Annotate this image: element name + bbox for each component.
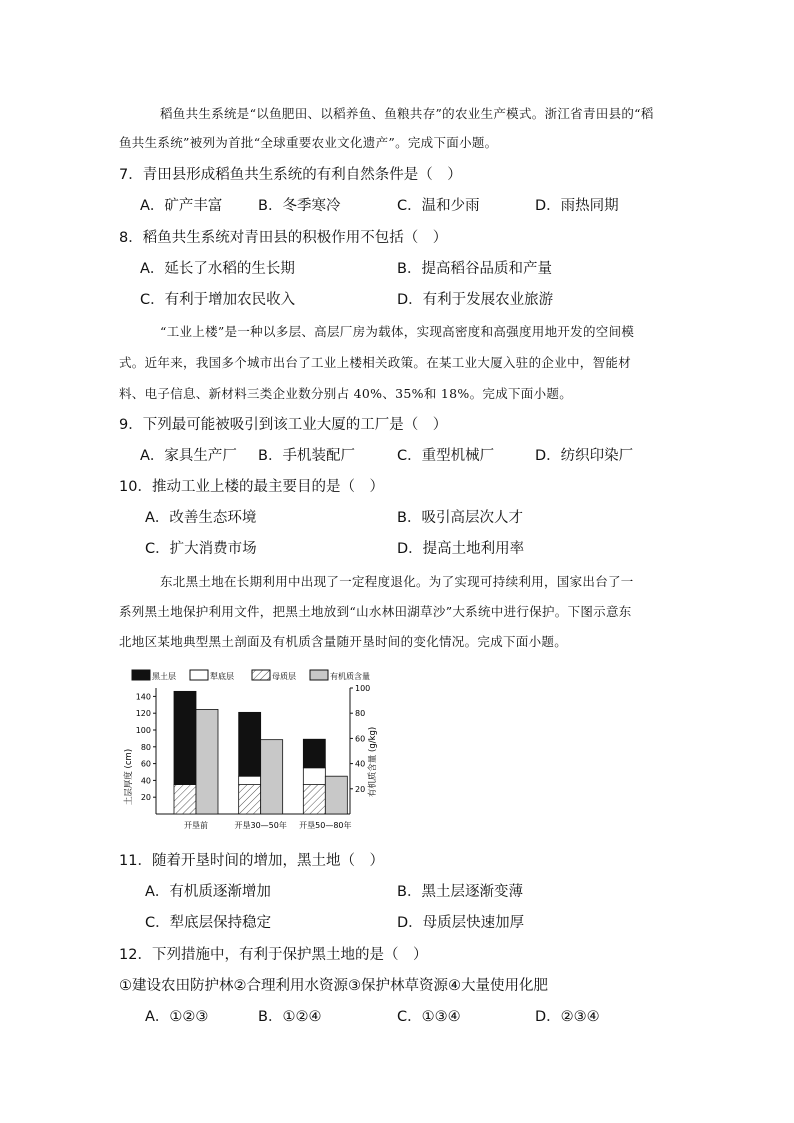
q9-option-c[interactable]: C．重型机械厂 <box>397 448 495 464</box>
x-category-label: 开垦前 <box>184 821 208 830</box>
q7-option-d[interactable]: D．雨热同期 <box>535 198 619 214</box>
legend-label-organic-matter: 有机质含量 <box>330 672 370 681</box>
y-right-tick-label: 80 <box>355 709 366 719</box>
q7-option-c[interactable]: C．温和少雨 <box>397 198 480 214</box>
q11-option-c[interactable]: C．犁底层保持稳定 <box>145 915 272 931</box>
y-right-tick-label: 20 <box>355 784 366 794</box>
bar-parent-layer <box>174 785 196 814</box>
question-12-stem: 12．下列措施中，有利于保护黑土地的是（ ） <box>119 947 428 963</box>
bar-black-layer <box>303 739 325 768</box>
y-left-tick-label: 120 <box>135 709 151 719</box>
bar-black-layer <box>174 691 196 784</box>
q8-option-b[interactable]: B．提高稻谷品质和产量 <box>397 261 552 277</box>
bar-organic-matter <box>325 776 347 814</box>
q12-option-d[interactable]: D．②③④ <box>535 1009 600 1025</box>
q11-option-d[interactable]: D．母质层快速加厚 <box>397 915 525 931</box>
q7-option-a[interactable]: A．矿产丰富 <box>140 198 223 214</box>
chart-legend <box>132 670 370 681</box>
x-category-label: 开垦50—80年 <box>299 821 352 830</box>
legend-swatch-plow-layer <box>190 670 208 680</box>
question-8-stem: 8．稻鱼共生系统对青田县的积极作用不包括（ ） <box>119 230 448 246</box>
passage-3-line-1: 东北黑土地在长期利用中出现了一定程度退化。为了实现可持续利用，国家出台了一 <box>160 574 634 589</box>
q12-option-a[interactable]: A．①②③ <box>145 1009 209 1025</box>
q12-option-c[interactable]: C．①③④ <box>397 1009 461 1025</box>
question-9-stem: 9．下列最可能被吸引到该工业大厦的工厂是（ ） <box>119 417 448 433</box>
y-left-tick-label: 80 <box>140 742 151 752</box>
bar-organic-matter <box>196 709 218 814</box>
legend-swatch-black-layer <box>132 670 150 680</box>
q12-option-b[interactable]: B．①②④ <box>258 1009 322 1025</box>
q8-option-c[interactable]: C．有利于增加农民收入 <box>140 292 296 308</box>
legend-label-plow-layer: 犁底层 <box>210 672 234 681</box>
passage-2-line-2: 式。近年来，我国多个城市出台了工业上楼相关政策。在某工业大厦入驻的企业中，智能材 <box>119 355 632 370</box>
q10-option-b[interactable]: B．吸引高层次人才 <box>397 510 523 526</box>
chart-plot-area <box>136 684 371 830</box>
y-left-tick-label: 100 <box>135 726 151 735</box>
bar-plow-layer <box>239 776 261 784</box>
q9-option-d[interactable]: D．纺织印染厂 <box>535 448 634 464</box>
q11-option-a[interactable]: A．有机质逐渐增加 <box>145 884 271 900</box>
passage-3-line-3: 北地区某地典型黑土剖面及有机质含量随开垦时间的变化情况。完成下面小题。 <box>119 634 568 649</box>
y-right-tick-label: 100 <box>355 684 371 693</box>
q10-option-a[interactable]: A．改善生态环境 <box>145 510 257 526</box>
legend-label-parent-layer: 母质层 <box>272 672 296 681</box>
q10-option-d[interactable]: D．提高土地利用率 <box>397 541 525 557</box>
legend-label-black-layer: 黑土层 <box>152 672 176 681</box>
y-right-tick-label: 60 <box>355 734 366 744</box>
question-7-stem: 7．青田县形成稻鱼共生系统的有利自然条件是（ ） <box>119 167 462 183</box>
y-left-tick-label: 140 <box>135 692 151 702</box>
bar-parent-layer <box>239 785 261 814</box>
question-12-statements: ①建设农田防护林②合理利用水资源③保护林草资源④大量使用化肥 <box>119 978 548 994</box>
q7-option-b[interactable]: B．冬季寒冷 <box>258 198 341 214</box>
y-right-tick-label: 40 <box>355 759 366 769</box>
q8-option-d[interactable]: D．有利于发展农业旅游 <box>397 292 554 308</box>
soil-profile-chart <box>118 666 378 842</box>
bar-plow-layer <box>303 768 325 785</box>
question-11-stem: 11．随着开垦时间的增加，黑土地（ ） <box>119 853 384 869</box>
y-left-tick-label: 20 <box>140 793 151 803</box>
passage-1-line-1: 稻鱼共生系统是“以鱼肥田、以稻养鱼、鱼粮共存”的农业生产模式。浙江省青田县的“稻 <box>160 106 654 121</box>
q9-option-a[interactable]: A．家具生产厂 <box>140 448 237 464</box>
bar-organic-matter <box>261 740 283 814</box>
question-10-stem: 10．推动工业上楼的最主要目的是（ ） <box>119 479 384 495</box>
y-left-tick-label: 40 <box>140 776 151 786</box>
passage-1-line-2: 鱼共生系统”被列为首批“全球重要农业文化遗产”。完成下面小题。 <box>119 135 498 150</box>
legend-swatch-parent-layer <box>252 670 270 680</box>
bar-black-layer <box>239 712 261 776</box>
q10-option-c[interactable]: C．扩大消费市场 <box>145 541 257 557</box>
soil-profile-chart-svg <box>118 666 378 842</box>
legend-swatch-organic-matter <box>310 670 328 680</box>
passage-2-line-3: 料、电子信息、新材料三类企业数分别占 40%、35%和 18%。完成下面小题。 <box>119 386 572 401</box>
x-category-label: 开垦30—50年 <box>234 821 287 830</box>
passage-2-line-1: “工业上楼”是一种以多层、高层厂房为载体，实现高密度和高强度用地开发的空间模 <box>160 324 635 339</box>
y-axis-left-label: 土层厚度 (cm) <box>124 748 134 806</box>
q9-option-b[interactable]: B．手机装配厂 <box>258 448 355 464</box>
q11-option-b[interactable]: B．黑土层逐渐变薄 <box>397 884 523 900</box>
y-axis-right-label: 有机质含量 (g/kg) <box>368 726 378 798</box>
y-left-tick-label: 60 <box>140 759 151 769</box>
passage-3-line-2: 系列黑土地保护利用文件，把黑土地放到“山水林田湖草沙”大系统中进行保护。下图示意东 <box>119 604 632 619</box>
q8-option-a[interactable]: A．延长了水稻的生长期 <box>140 261 295 277</box>
bar-parent-layer <box>303 785 325 814</box>
